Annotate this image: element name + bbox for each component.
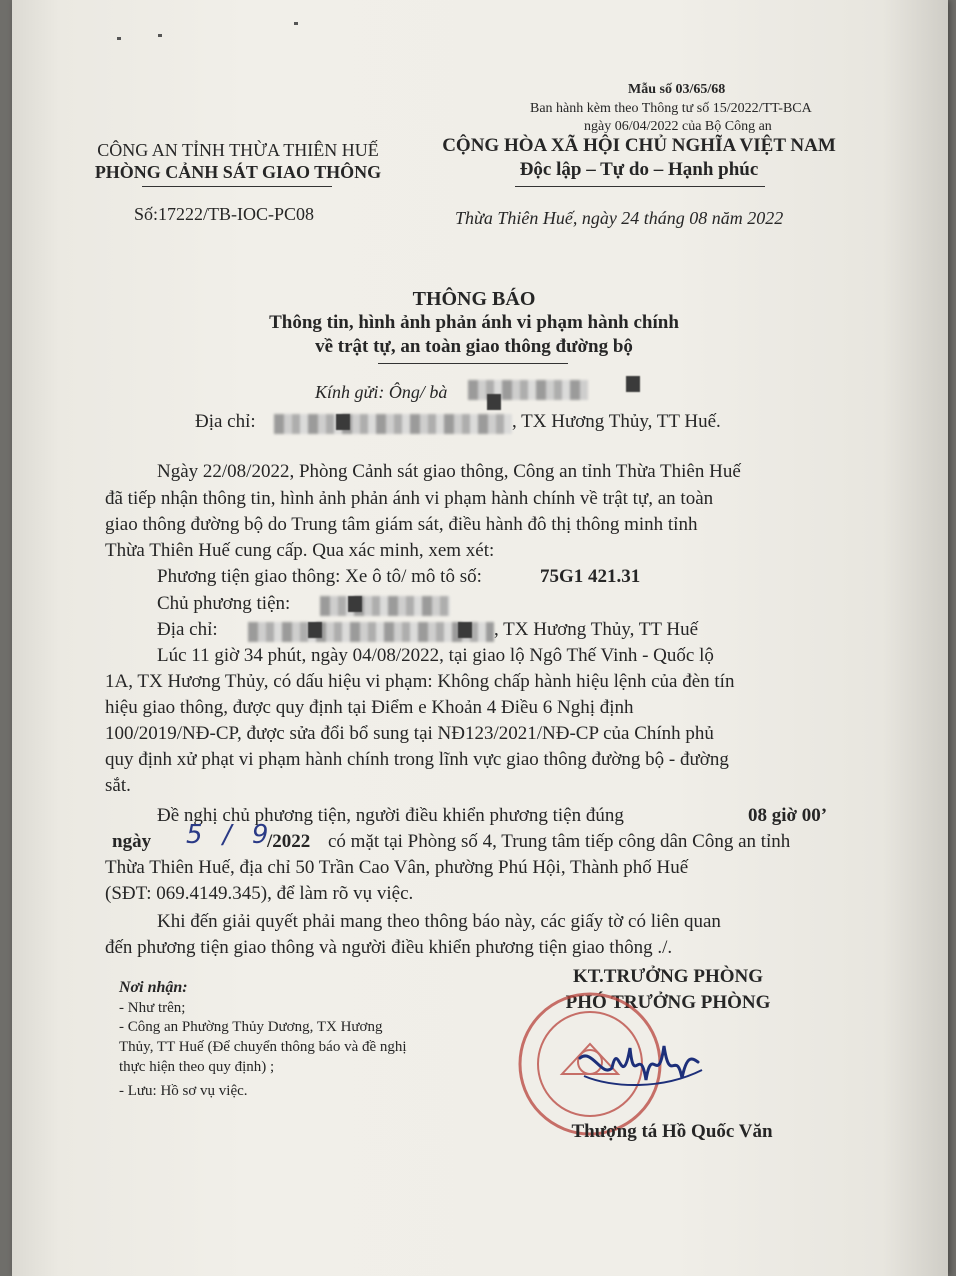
notice-subtitle-line-1: Thông tin, hình ảnh phản ánh vi phạm hành chính bbox=[269, 312, 679, 333]
recipients-item: - Như trên; bbox=[119, 1000, 186, 1016]
redaction-mark bbox=[308, 622, 322, 638]
department-name: PHÒNG CẢNH SÁT GIAO THÔNG bbox=[94, 162, 382, 182]
document-number: Số:17222/TB-IOC-PC08 bbox=[134, 204, 315, 224]
recipients-item: - Công an Phường Thủy Dương, TX Hương bbox=[119, 1019, 383, 1035]
redaction-mark bbox=[348, 596, 362, 612]
paragraph-line: đến phương tiện giao thông và người điều khiển phương tiện giao thông ./. bbox=[105, 937, 673, 958]
redaction-mark bbox=[458, 622, 472, 638]
paragraph-line: giao thông đường bộ do Trung tâm giám sát, điều hành đô thị thông minh tỉnh bbox=[105, 514, 698, 535]
place-date: Thừa Thiên Huế, ngày 24 tháng 08 năm 2022 bbox=[455, 208, 784, 228]
recipient-address-label: Địa chỉ: bbox=[195, 411, 256, 432]
redaction-mark bbox=[336, 414, 350, 430]
handwritten-date: 5 / 9 bbox=[186, 820, 275, 850]
agency-name: CÔNG AN TỈNH THỪA THIÊN HUẾ bbox=[97, 140, 379, 160]
nation-name: CỘNG HÒA XÃ HỘI CHỦ NGHĨA VIỆT NAM bbox=[442, 135, 836, 156]
redaction-mark bbox=[487, 394, 501, 410]
redacted-owner-name bbox=[320, 596, 450, 616]
subtitle-underline bbox=[378, 363, 568, 364]
license-plate: 75G1 421.31 bbox=[540, 566, 641, 587]
recipients-item: thực hiện theo quy định) ; bbox=[119, 1059, 275, 1075]
form-number: Mẫu số 03/65/68 bbox=[628, 82, 726, 97]
paragraph-line: (SĐT: 069.4149.345), để làm rõ vụ việc. bbox=[105, 883, 414, 904]
scan-speck bbox=[294, 22, 298, 25]
form-reference: Ban hành kèm theo Thông tư số 15/2022/TT-BCA bbox=[530, 101, 812, 116]
paragraph-line: đã tiếp nhận thông tin, hình ảnh phản ánh vi phạm hành chính về trật tự, an toàn bbox=[105, 488, 714, 509]
motto-underline bbox=[515, 186, 765, 187]
appointment-year: /2022 bbox=[267, 831, 311, 852]
owner-address-label: Địa chỉ: bbox=[157, 619, 218, 640]
paragraph-line: Lúc 11 giờ 34 phút, ngày 04/08/2022, tại giao lộ Ngô Thế Vinh - Quốc lộ bbox=[157, 645, 714, 666]
redacted-recipient-address bbox=[274, 414, 512, 434]
recipients-item: - Lưu: Hồ sơ vụ việc. bbox=[119, 1083, 248, 1099]
vehicle-label: Phương tiện giao thông: Xe ô tô/ mô tô số: bbox=[157, 566, 482, 587]
paragraph-line: Khi đến giải quyết phải mang theo thông báo này, các giấy tờ có liên quan bbox=[157, 911, 721, 932]
owner-address-tail: , TX Hương Thủy, TT Huế bbox=[494, 619, 699, 640]
paragraph-line: Ngày 22/08/2022, Phòng Cảnh sát giao thông, Công an tỉnh Thừa Thiên Huế bbox=[157, 461, 741, 482]
owner-label: Chủ phương tiện: bbox=[157, 593, 291, 614]
paragraph-line: 100/2019/NĐ-CP, được sửa đổi bổ sung tại NĐ123/2021/NĐ-CP của Chính phủ bbox=[105, 723, 714, 744]
recipient-address-tail: , TX Hương Thủy, TT Huế. bbox=[512, 411, 721, 432]
signer-role-1: KT.TRƯỞNG PHÒNG bbox=[573, 966, 763, 987]
paragraph-line: quy định xử phạt vi phạm hành chính trong lĩnh vực giao thông đường bộ - đường bbox=[105, 749, 729, 770]
redaction-mark bbox=[626, 376, 640, 392]
department-underline bbox=[142, 186, 332, 187]
recipients-title: Nơi nhận: bbox=[119, 979, 188, 996]
paragraph-line: Thừa Thiên Huế, địa chỉ 50 Trần Cao Vân, phường Phú Hội, Thành phố Huế bbox=[105, 857, 689, 878]
paragraph-line: sắt. bbox=[105, 775, 131, 796]
paragraph-line: Thừa Thiên Huế cung cấp. Qua xác minh, xem xét: bbox=[105, 540, 495, 561]
form-reference-date: ngày 06/04/2022 của Bộ Công an bbox=[584, 119, 772, 134]
appointment-day-label: ngày bbox=[112, 831, 152, 852]
signer-name: Thượng tá Hồ Quốc Văn bbox=[571, 1121, 773, 1142]
greeting: Kính gửi: Ông/ bà bbox=[315, 382, 448, 402]
recipients-item: Thủy, TT Huế (Để chuyển thông báo và đề nghị bbox=[119, 1039, 407, 1055]
notice-subtitle-line-2: về trật tự, an toàn giao thông đường bộ bbox=[315, 336, 633, 357]
scan-speck bbox=[158, 34, 162, 37]
redacted-recipient-name bbox=[468, 380, 588, 400]
signer-role-2: PHÓ TRƯỞNG PHÒNG bbox=[565, 992, 771, 1013]
document-page bbox=[12, 0, 948, 1276]
notice-title: THÔNG BÁO bbox=[412, 288, 536, 310]
paragraph-line: Đề nghị chủ phương tiện, người điều khiển phương tiện đúng bbox=[157, 805, 624, 826]
national-motto: Độc lập – Tự do – Hạnh phúc bbox=[519, 159, 759, 180]
paragraph-line: hiệu giao thông, được quy định tại Điểm e Khoản 4 Điều 6 Nghị định bbox=[105, 697, 634, 718]
paragraph-line: 1A, TX Hương Thủy, có dấu hiệu vi phạm: Không chấp hành hiệu lệnh của đèn tín bbox=[105, 671, 735, 692]
paragraph-line: có mặt tại Phòng số 4, Trung tâm tiếp công dân Công an tỉnh bbox=[328, 831, 791, 852]
scan-speck bbox=[117, 37, 121, 40]
signature-icon bbox=[572, 1018, 722, 1108]
appointment-time: 08 giờ 00’ bbox=[748, 805, 828, 826]
